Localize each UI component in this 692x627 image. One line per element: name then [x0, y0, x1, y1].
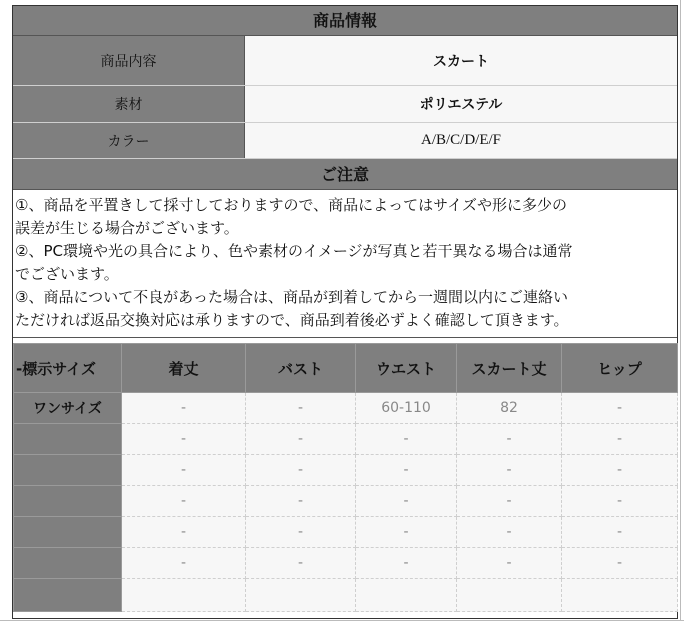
- table-cell: -: [122, 424, 246, 455]
- notice-line: ③、商品について不良があった場合は、商品が到着してから一週間以内にご連絡い: [15, 288, 569, 306]
- table-cell: -: [246, 424, 356, 455]
- size-name-cell: ワンサイズ: [14, 393, 122, 424]
- notice-line: ②、PC環境や光の具合により、色や素材のイメージが写真と若干異なる場合は通常: [15, 242, 573, 260]
- table-cell: -: [457, 548, 562, 579]
- table-cell: -: [457, 517, 562, 548]
- size-name-cell: [14, 517, 122, 548]
- size-name-cell: [14, 486, 122, 517]
- table-row: [14, 579, 678, 612]
- table-cell: -: [356, 455, 457, 486]
- frame-divider-bottom: [0, 620, 684, 621]
- table-cell: [122, 579, 246, 612]
- table-cell: -: [246, 455, 356, 486]
- table-cell: -: [122, 455, 246, 486]
- header-waist: ウエスト: [356, 344, 457, 393]
- table-row: [14, 393, 678, 424]
- info-row-content: [13, 36, 677, 86]
- product-spec-panel: [12, 5, 678, 619]
- table-cell: -: [356, 424, 457, 455]
- size-name-cell: [14, 548, 122, 579]
- size-table: [13, 343, 678, 612]
- table-cell: 60-110: [356, 393, 457, 424]
- table-cell: -: [562, 455, 678, 486]
- notice-line: ①、商品を平置きして採寸しておりますので、商品によってはサイズや形に多少の: [15, 196, 567, 214]
- product-info-title: 商品情報: [13, 6, 677, 36]
- notice-line: でございます。: [15, 265, 119, 283]
- table-cell: -: [122, 486, 246, 517]
- table-cell: -: [246, 393, 356, 424]
- notice-line: ただければ返品交換対応は承りますので、商品到着後必ずよく確認して頂きます。: [15, 311, 569, 329]
- info-value-color: A/B/C/D/E/F: [245, 123, 677, 158]
- table-cell: -: [562, 393, 678, 424]
- table-cell: -: [246, 486, 356, 517]
- header-skirt-length: スカート丈: [457, 344, 562, 393]
- table-cell: -: [457, 424, 562, 455]
- notice-title: ご注意: [13, 159, 677, 190]
- table-cell: [356, 579, 457, 612]
- notice-text: [13, 190, 677, 338]
- table-cell: -: [356, 517, 457, 548]
- table-cell: -: [356, 486, 457, 517]
- table-cell: -: [562, 486, 678, 517]
- header-size-label: -標示サイズ: [14, 344, 122, 393]
- info-row-material: [13, 86, 677, 123]
- size-name-cell: [14, 455, 122, 486]
- info-value-material: ポリエステル: [245, 86, 677, 122]
- table-cell: [562, 579, 678, 612]
- table-cell: -: [457, 455, 562, 486]
- size-name-cell: [14, 579, 122, 612]
- header-hip: ヒップ: [562, 344, 678, 393]
- table-cell: [457, 579, 562, 612]
- table-cell: -: [122, 548, 246, 579]
- info-value-content: スカート: [245, 36, 677, 85]
- size-name-cell: [14, 424, 122, 455]
- frame-divider-right: [680, 0, 681, 620]
- table-cell: [246, 579, 356, 612]
- table-cell: -: [457, 486, 562, 517]
- size-table-header: [14, 344, 678, 393]
- table-cell: -: [562, 424, 678, 455]
- info-row-color: [13, 123, 677, 159]
- table-row: [14, 424, 678, 455]
- table-row: [14, 455, 678, 486]
- table-row: [14, 548, 678, 579]
- info-label-material: 素材: [13, 86, 245, 122]
- header-bust: バスト: [246, 344, 356, 393]
- table-cell: -: [122, 517, 246, 548]
- table-cell: -: [246, 517, 356, 548]
- header-length: 着丈: [122, 344, 246, 393]
- table-cell: -: [356, 548, 457, 579]
- table-cell: -: [246, 548, 356, 579]
- table-cell: -: [562, 548, 678, 579]
- table-row: [14, 517, 678, 548]
- info-label-color: カラー: [13, 123, 245, 158]
- table-cell: 82: [457, 393, 562, 424]
- notice-line: 誤差が生じる場合がございます。: [15, 219, 239, 237]
- table-cell: -: [122, 393, 246, 424]
- table-row: [14, 486, 678, 517]
- info-label-content: 商品内容: [13, 36, 245, 85]
- table-cell: -: [562, 517, 678, 548]
